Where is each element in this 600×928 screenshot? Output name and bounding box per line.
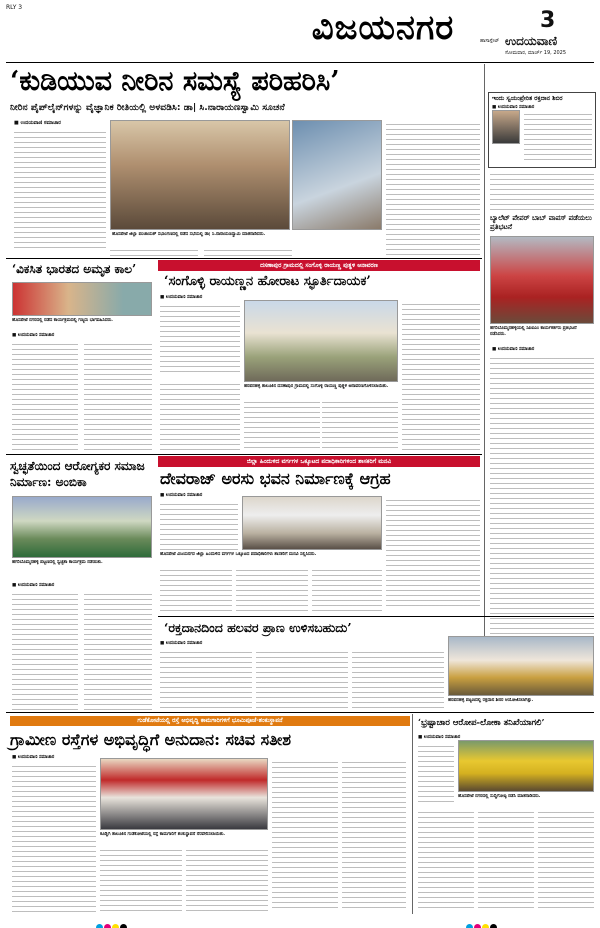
blood-donation-caption: ಹರಪನಹಳ್ಳಿ ಪಟ್ಟಣದಲ್ಲಿ ರಕ್ತದಾನ ಶಿಬಿರ ಆಯೋಜಿಸಲಾಗಿತ್ತು. — [448, 698, 534, 703]
viksit-byline: ■ ಉದಯವಾಣಿ ಸಮಾಚಾರ — [12, 333, 55, 338]
registration-dot — [490, 924, 497, 928]
registration-dot — [466, 924, 473, 928]
section-rule-4 — [6, 712, 594, 713]
lead-subheadline: ನೀರಿನ ಪೈಪ್‌ಲೈನ್‌ಗಳನ್ನು ವೈಜ್ಞಾನಿಕ ರೀತಿಯಲ್ಲಿ ಅಳವಡಿಸಿ: ಡಾ| ಸಿ.ನಾರಾಯಣಸ್ವಾಮಿ ಸೂಚನೆ — [10, 102, 285, 113]
cpim-byline: ■ ಉದಯವಾಣಿ ಸಮಾಚಾರ — [492, 347, 535, 352]
rural-roads-photo — [100, 758, 268, 830]
sangolli-kicker: ದಸಣಾಪುರ ಗ್ರಾಮದಲ್ಲಿ ಸಂಗೊಳ್ಳಿ ರಾಯಣ್ಣ ಪುತ್ಥಳಿ ಅನಾವರಣ — [158, 260, 480, 271]
viksit-text-column-1 — [12, 340, 78, 450]
sangolli-text-column-3 — [160, 380, 240, 452]
rural-roads-byline: ■ ಉದಯವಾಣಿ ಸಮಾಚಾರ — [12, 755, 55, 760]
devaraj-text-column-4 — [236, 566, 308, 614]
lokayukta-caption: ಹೊಸಪೇಟೆ ನಗರದಲ್ಲಿ ಸುದ್ದಿಗೋಷ್ಠಿ ನಡೆಸಿ ಮಾತನಾಡಿದರು. — [458, 794, 541, 799]
issue-date: ಸೋಮವಾರ, ಮಾರ್ಚ್ 19, 2025 — [505, 50, 567, 56]
registration-dot — [120, 924, 127, 928]
section-rule-1 — [6, 258, 482, 259]
section-rule-3 — [158, 616, 594, 617]
page-id: RLY 3 — [6, 4, 23, 11]
sangolli-text-column-1 — [160, 302, 240, 376]
lokayukta-text-column-4 — [538, 808, 594, 912]
lead-text-column-3 — [204, 246, 292, 256]
swachhata-byline: ■ ಉದಯವಾಣಿ ಸಮಾಚಾರ — [12, 583, 55, 588]
lokayukta-headline: ‘ಭ್ರಷ್ಟಾಚಾರ ಆರೋಪ-ಲೋಕಾ ತನಿಖೆಯಾಗಲಿ’ — [418, 718, 545, 728]
sangolli-photo — [244, 300, 398, 382]
rural-roads-text-column-1 — [12, 762, 96, 912]
viksit-text-column-2 — [84, 340, 152, 450]
blood-donation-text-column-2 — [256, 648, 348, 708]
blood-donation-photo — [448, 636, 594, 696]
brand-name: ಉದಯವಾಣಿ — [505, 34, 558, 48]
devaraj-photo — [242, 496, 382, 550]
rural-roads-text-column-2 — [100, 846, 182, 912]
lead-photo — [110, 120, 290, 230]
sangolli-text-column-4 — [244, 398, 320, 452]
lead-headline: ‘ಕುಡಿಯುವ ನೀರಿನ ಸಮಸ್ಯೆ ಪರಿಹರಿಸಿ’ — [10, 66, 340, 97]
lokayukta-photo — [458, 740, 594, 792]
devaraj-byline: ■ ಉದಯವಾಣಿ ಸಮಾಚಾರ — [160, 493, 203, 498]
blood-donation-side-headline: ಇಂದು ಸ್ವಯಂಪ್ರೇರಿತ ರಕ್ತದಾನ ಶಿಬಿರ — [492, 95, 563, 102]
rural-roads-caption: ಕೂಡ್ಲಿಗಿ ತಾಲೂಕಿನ ಗುಡೆಕೋಟೆಯಲ್ಲಿ ರಸ್ತೆ ಕಾಮಗಾರಿಗೆ ಶಂಕುಸ್ಥಾಪನೆ ನೆರವೇರಿಸಲಾಯಿತು. — [100, 832, 226, 837]
cpim-caption: ಹಗರಿಬೊಮ್ಮನಹಳ್ಳಿಯಲ್ಲಿ ಸಿಪಿಐಎಂ ಕಾರ್ಯಕರ್ತರು ಪ್ರತಿಭಟನೆ ನಡೆಸಿದರು. — [490, 326, 577, 337]
rural-roads-headline: ಗ್ರಾಮೀಣ ರಸ್ತೆಗಳ ಅಭಿವೃದ್ಧಿಗೆ ಅನುದಾನ: ಸಚಿವ ಸತೀಶ — [10, 730, 291, 749]
sangolli-text-column-5 — [322, 398, 398, 452]
sangolli-headline: ‘ಸಂಗೊಳ್ಳಿ ರಾಯಣ್ಣನ ಹೋರಾಟ ಸ್ಫೂರ್ತಿದಾಯಕ’ — [164, 274, 371, 289]
rural-roads-kicker: ಗುಡೆಕೋಟೆಯಲ್ಲಿ ರಸ್ತೆ ಅಭಿವೃದ್ಧಿ ಕಾಮಗಾರಿಗಳಿಗೆ ಭೂಮಿಪೂಜೆ-ಶಂಕುಸ್ಥಾಪನೆ — [10, 716, 410, 726]
registration-dot — [104, 924, 111, 928]
devaraj-kicker: ಜಿಲ್ಲಾ ಹಿಂದುಳಿದ ವರ್ಗಗಳ ಒಕ್ಕೂಟದ ಪದಾಧಿಕಾರಿಗಳಿಂದ ಶಾಸಕರಿಗೆ ಮನವಿ — [158, 456, 480, 467]
registration-marks-right — [466, 916, 498, 924]
lokayukta-text-column-2 — [418, 808, 474, 912]
sangolli-text-column-2 — [402, 300, 480, 450]
viksit-caption: ಹೊಸಪೇಟೆ ನಗರದಲ್ಲಿ ನಡೆದ ಕಾರ್ಯಕ್ರಮದಲ್ಲಿ ಗಣ್ಯರು ಭಾಗವಹಿಸಿದರು. — [12, 318, 113, 323]
registration-marks-left — [96, 916, 128, 924]
lead-photo-2 — [292, 120, 382, 230]
blood-donation-side-byline: ■ ಉದಯವಾಣಿ ಸಮಾಚಾರ — [492, 105, 535, 110]
lokayukta-byline: ■ ಉದಯವಾಣಿ ಸಮಾಚಾರ — [418, 735, 461, 740]
sangolli-byline: ■ ಉದಯವಾಣಿ ಸಮಾಚಾರ — [160, 295, 203, 300]
swachhata-caption: ಹಗರಿಬೊಮ್ಮನಹಳ್ಳಿ ಪಟ್ಟಣದಲ್ಲಿ ಸ್ವಚ್ಛತಾ ಕಾರ್ಯಕ್ರಮ ನಡೆಯಿತು. — [12, 560, 103, 565]
registration-dot — [482, 924, 489, 928]
lead-byline: ■ ಉದಯವಾಣಿ ಸಮಾಚಾರ — [14, 120, 61, 126]
sidebar-text-column-2 — [490, 170, 594, 210]
lead-text-column — [14, 128, 106, 252]
lokayukta-text-column-1 — [418, 742, 454, 802]
sangolli-caption: ಹರಪನಹಳ್ಳಿ ತಾಲೂಕಿನ ದಸಣಾಪುರ ಗ್ರಾಮದಲ್ಲಿ ಸಂಗೊಳ್ಳಿ ರಾಯಣ್ಣ ಪುತ್ಥಳಿ ಅನಾವರಣಗೊಳಿಸಲಾಯಿತು. — [244, 384, 389, 389]
blood-donation-byline: ■ ಉದಯವಾಣಿ ಸಮಾಚಾರ — [160, 641, 203, 646]
masthead-rule — [6, 62, 594, 63]
brand-prefix: ಹಾಸಾಸ್ಪೇಟ್ — [480, 38, 500, 44]
cpim-headline: ಬ್ಯಾಲೆಟ್ ಪೇಪರ್ ಬಾಬ್ ವಾಪಸ್‌ ಪಡೆಯಲು ಪ್ರತಿಭಟನೆ — [490, 214, 592, 231]
blood-donation-text-column-1 — [160, 648, 252, 708]
devaraj-headline: ದೇವರಾಜ್ ಅರಸು ಭವನ ನಿರ್ಮಾಣಕ್ಕೆ ಆಗ್ರಹ — [160, 469, 391, 488]
blood-donation-headline: ‘ರಕ್ತದಾನದಿಂದ ಹಲವರ ಪ್ರಾಣ ಉಳಿಸಬಹುದು’ — [164, 620, 352, 635]
swachhata-headline: ಸ್ವಚ್ಛತೆಯಿಂದ ಆರೋಗ್ಯಕರ ಸಮಾಜ ನಿರ್ಮಾಣ: ಅಂಬಿಕಾ — [10, 459, 145, 489]
devaraj-text-column-5 — [312, 566, 382, 614]
sidebar-text-column — [524, 110, 592, 164]
masthead — [0, 0, 600, 62]
lead-text-column-2 — [110, 246, 198, 256]
swachhata-photo — [12, 496, 152, 558]
registration-dot — [474, 924, 481, 928]
registration-dot — [112, 924, 119, 928]
registration-dot — [96, 924, 103, 928]
lokayukta-text-column-3 — [478, 808, 534, 912]
devaraj-text-column-2 — [386, 496, 480, 606]
cpim-photo — [490, 236, 594, 324]
cpim-text-column — [490, 354, 594, 654]
rural-roads-text-column-5 — [342, 758, 406, 912]
column-divider — [484, 64, 485, 664]
masthead-title: ವಿಜಯನಗರ — [311, 8, 455, 48]
blood-donation-text-column-3 — [352, 648, 444, 708]
swachhata-text-column-1 — [12, 590, 78, 710]
swachhata-text-column-2 — [84, 590, 152, 710]
portrait-photo — [492, 110, 520, 144]
rural-roads-text-column-4 — [272, 758, 338, 912]
devaraj-text-column-3 — [160, 566, 232, 614]
viksit-photo — [12, 282, 152, 316]
devaraj-text-column-1 — [160, 500, 238, 550]
rural-roads-text-column-3 — [186, 846, 268, 912]
devaraj-caption: ಹೊಸಪೇಟೆ ವಿಜಯನಗರ ಜಿಲ್ಲಾ ಹಿಂದುಳಿದ ವರ್ಗಗಳ ಒಕ್ಕೂಟದ ಪದಾಧಿಕಾರಿಗಳು ಶಾಸಕರಿಗೆ ಮನವಿ ಸಲ್ಲಿಸಿದರು. — [160, 552, 317, 557]
lead-caption: ಹೊಸಪೇಟೆ ಜಿಲ್ಲಾ ಪಂಚಾಯತ್ ಸಭಾಂಗಣದಲ್ಲಿ ನಡೆದ ಸಭೆಯಲ್ಲಿ ಡಾ| ಸಿ.ನಾರಾಯಣಸ್ವಾಮಿ ಮಾತನಾಡಿದರು. — [112, 232, 266, 237]
section-rule-2 — [6, 454, 482, 455]
page-number: 3 — [540, 8, 556, 33]
column-divider-2 — [412, 714, 413, 914]
viksit-headline: ‘ವಿಕಸಿತ ಭಾರತದ ಅಮೃತ ಕಾಲ’ — [12, 262, 137, 276]
lead-text-column-4 — [386, 120, 480, 256]
